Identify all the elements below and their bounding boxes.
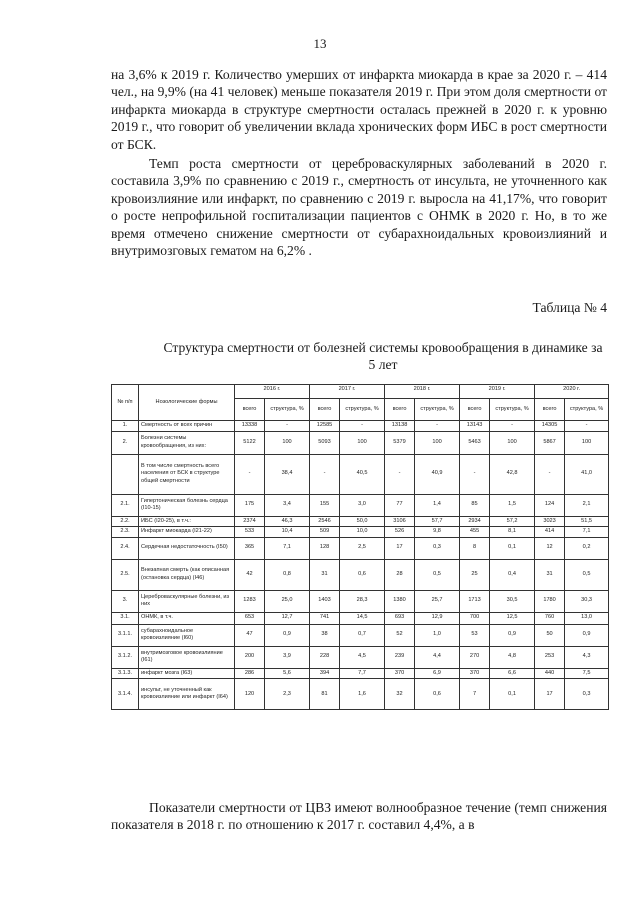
subheader-structure: структура, % xyxy=(265,399,310,421)
cell-total: 12 xyxy=(535,537,565,559)
table-row xyxy=(112,668,609,679)
cell-total: - xyxy=(310,454,340,494)
row-nosology: инфаркт мозга (I63) xyxy=(139,668,235,679)
row-nosology: В том числе смертность всего населения от БСК в структуре общей смертности xyxy=(139,454,235,494)
cell-total: 17 xyxy=(535,679,565,710)
row-number: 3. xyxy=(112,590,139,612)
cell-total: 5093 xyxy=(310,431,340,454)
row-nosology: Цереброваскулярные болезни, из них xyxy=(139,590,235,612)
cell-structure: 0,8 xyxy=(265,559,310,590)
row-number: 2.5. xyxy=(112,559,139,590)
cell-structure: 57,2 xyxy=(490,516,535,527)
cell-structure: 7,1 xyxy=(265,537,310,559)
cell-structure: 12,5 xyxy=(490,612,535,624)
cell-total: 175 xyxy=(235,494,265,516)
row-number: 3.1.1. xyxy=(112,624,139,646)
table-row xyxy=(112,454,609,494)
header-year: 2018 г. xyxy=(385,385,460,399)
subheader-total: всего xyxy=(460,399,490,421)
cell-structure: 0,2 xyxy=(565,537,609,559)
cell-total: - xyxy=(460,454,490,494)
cell-total: 760 xyxy=(535,612,565,624)
cell-structure: 100 xyxy=(265,431,310,454)
cell-total: 741 xyxy=(310,612,340,624)
row-number: 2.3. xyxy=(112,527,139,538)
table-row xyxy=(112,679,609,710)
table-row xyxy=(112,624,609,646)
cell-structure: 12,7 xyxy=(265,612,310,624)
cell-structure: 0,5 xyxy=(415,559,460,590)
cell-structure: - xyxy=(265,421,310,432)
cell-total: 228 xyxy=(310,646,340,668)
cell-total: 200 xyxy=(235,646,265,668)
cell-structure: 0,9 xyxy=(265,624,310,646)
cell-total: 155 xyxy=(310,494,340,516)
cell-structure: 41,0 xyxy=(565,454,609,494)
cell-total: 370 xyxy=(460,668,490,679)
cell-structure: 0,7 xyxy=(340,624,385,646)
cell-total: 50 xyxy=(535,624,565,646)
cell-total: 3106 xyxy=(385,516,415,527)
cell-structure: 25,0 xyxy=(265,590,310,612)
table-row xyxy=(112,612,609,624)
table-row xyxy=(112,494,609,516)
cell-structure: 0,4 xyxy=(490,559,535,590)
cell-total: 31 xyxy=(310,559,340,590)
row-number: 2.1. xyxy=(112,494,139,516)
cell-total: 5379 xyxy=(385,431,415,454)
cell-structure: - xyxy=(565,421,609,432)
cell-structure: 42,8 xyxy=(490,454,535,494)
cell-structure: 7,7 xyxy=(340,668,385,679)
cell-structure: 14,5 xyxy=(340,612,385,624)
cell-total: 533 xyxy=(235,527,265,538)
row-nosology: внутримозговое кровоизлияние (I61) xyxy=(139,646,235,668)
subheader-structure: структура, % xyxy=(340,399,385,421)
header-number: № п/п xyxy=(112,385,139,421)
cell-total: 47 xyxy=(235,624,265,646)
cell-total: 128 xyxy=(310,537,340,559)
cell-total: 31 xyxy=(535,559,565,590)
cell-total: 239 xyxy=(385,646,415,668)
cell-total: 53 xyxy=(460,624,490,646)
paragraph-1: на 3,6% к 2019 г. Количество умерших от инфаркта миокарда в крае за 2020 г. – 414 чел., на 9,9% (на 41 человек) меньше показателя 2019 г. При этом доля смертности от инфаркта миокарда в структуре смертности осталась прежней в 2020 г. к уровню 2019 г., что говорит об увеличении вклада хронических форм ИБС в рост смертности от БСК. xyxy=(111,67,607,152)
cell-total: - xyxy=(385,454,415,494)
cell-total: 13138 xyxy=(385,421,415,432)
cell-total: 1380 xyxy=(385,590,415,612)
cell-structure: 51,5 xyxy=(565,516,609,527)
subheader-structure: структура, % xyxy=(565,399,609,421)
row-number: 2.4. xyxy=(112,537,139,559)
subheader-structure: структура, % xyxy=(415,399,460,421)
cell-structure: 30,5 xyxy=(490,590,535,612)
cell-total: 5463 xyxy=(460,431,490,454)
cell-structure: 0,3 xyxy=(415,537,460,559)
table-title: Структура смертности от болезней системы кровообращения в динамике за 5 лет xyxy=(163,340,603,372)
row-number: 3.1.3. xyxy=(112,668,139,679)
row-nosology: инсульт, не уточненный как кровоизлияние или инфаркт (I64) xyxy=(139,679,235,710)
row-number: 3.1. xyxy=(112,612,139,624)
row-nosology: Внезапная смерть (как описанная (остановка сердца) (I46) xyxy=(139,559,235,590)
cell-structure: 0,3 xyxy=(565,679,609,710)
row-nosology: Гипертоническая болезнь сердца (I10-15) xyxy=(139,494,235,516)
cell-total: 526 xyxy=(385,527,415,538)
table-row xyxy=(112,421,609,432)
cell-total: 120 xyxy=(235,679,265,710)
cell-total: 5122 xyxy=(235,431,265,454)
cell-structure: 3,4 xyxy=(265,494,310,516)
header-year: 2019 г. xyxy=(460,385,535,399)
cell-total: 124 xyxy=(535,494,565,516)
cell-structure: 10,4 xyxy=(265,527,310,538)
cell-structure: 2,3 xyxy=(265,679,310,710)
cell-total: 653 xyxy=(235,612,265,624)
subheader-total: всего xyxy=(535,399,565,421)
cell-total: 2374 xyxy=(235,516,265,527)
header-year: 2020 г. xyxy=(535,385,609,399)
cell-structure: 0,6 xyxy=(415,679,460,710)
cell-total: 394 xyxy=(310,668,340,679)
cell-structure: 6,6 xyxy=(490,668,535,679)
cell-structure: 0,5 xyxy=(565,559,609,590)
subheader-total: всего xyxy=(235,399,265,421)
row-nosology: Болезни системы кровообращения, из них: xyxy=(139,431,235,454)
row-nosology: Инфаркт миокарда (I21-22) xyxy=(139,527,235,538)
header-year: 2017 г. xyxy=(310,385,385,399)
table-row xyxy=(112,527,609,538)
cell-structure: 7,5 xyxy=(565,668,609,679)
cell-structure: 40,5 xyxy=(340,454,385,494)
cell-total: 7 xyxy=(460,679,490,710)
cell-structure: 6,9 xyxy=(415,668,460,679)
cell-total: 38 xyxy=(310,624,340,646)
cell-structure: - xyxy=(415,421,460,432)
cell-structure: 3,9 xyxy=(265,646,310,668)
page-number: 13 xyxy=(313,36,327,51)
cell-total: 270 xyxy=(460,646,490,668)
cell-structure: 12,9 xyxy=(415,612,460,624)
table-row xyxy=(112,431,609,454)
cell-total: 286 xyxy=(235,668,265,679)
cell-total: 8 xyxy=(460,537,490,559)
cell-total: 13338 xyxy=(235,421,265,432)
cell-structure: 0,1 xyxy=(490,679,535,710)
row-nosology: субарахноидальное кровоизлияние (I60) xyxy=(139,624,235,646)
cell-structure: - xyxy=(490,421,535,432)
cell-total: 17 xyxy=(385,537,415,559)
cell-structure: 4,8 xyxy=(490,646,535,668)
cell-structure: - xyxy=(340,421,385,432)
cell-structure: 4,4 xyxy=(415,646,460,668)
cell-structure: 0,1 xyxy=(490,537,535,559)
cell-structure: 0,6 xyxy=(340,559,385,590)
cell-total: 509 xyxy=(310,527,340,538)
cell-total: 85 xyxy=(460,494,490,516)
cell-total: 81 xyxy=(310,679,340,710)
cell-total: 52 xyxy=(385,624,415,646)
row-nosology: Смертность от всех причин xyxy=(139,421,235,432)
cell-structure: 28,3 xyxy=(340,590,385,612)
cell-structure: 5,6 xyxy=(265,668,310,679)
cell-total: 3023 xyxy=(535,516,565,527)
cell-total: 455 xyxy=(460,527,490,538)
cell-structure: 46,3 xyxy=(265,516,310,527)
row-nosology: ОНМК, в т.ч. xyxy=(139,612,235,624)
table-row xyxy=(112,590,609,612)
cell-structure: 2,5 xyxy=(340,537,385,559)
cell-structure: 25,7 xyxy=(415,590,460,612)
cell-structure: 40,9 xyxy=(415,454,460,494)
cell-structure: 38,4 xyxy=(265,454,310,494)
cell-total: 2546 xyxy=(310,516,340,527)
cell-total: 13143 xyxy=(460,421,490,432)
cell-structure: 1,4 xyxy=(415,494,460,516)
row-nosology: Сердечная недостаточность (I50) xyxy=(139,537,235,559)
cell-total: 700 xyxy=(460,612,490,624)
row-number: 2.2. xyxy=(112,516,139,527)
cell-total: - xyxy=(235,454,265,494)
cell-total: 253 xyxy=(535,646,565,668)
cell-total: 1713 xyxy=(460,590,490,612)
paragraph-2: Темп роста смертности от цереброваскулярных заболеваний в 2020 г. составила 3,9% по сравнению с 2019 г., смертность от инсульта, не уточненного как кровоизлияние или инфаркт, по сравнению с 2019 г. выросла на 41,17%, что говорит о росте непрофильной госпитализации пациентов с ОНМК в 2020 г. Но, в то же время отмечено снижение смертности от субарахноидальных кровоизлияний и внутримозговых гематом на 6,2% . xyxy=(111,156,607,259)
header-nosology: Нозологические формы xyxy=(139,385,235,421)
paragraph-3: Показатели смертности от ЦВЗ имеют волнообразное течение (темп снижения показателя в 2018 г. по отношению к 2017 г. составил 4,4%, а в xyxy=(111,800,607,833)
row-number: 3.1.4. xyxy=(112,679,139,710)
cell-structure: 10,0 xyxy=(340,527,385,538)
cell-structure: 2,1 xyxy=(565,494,609,516)
cell-total: 77 xyxy=(385,494,415,516)
cell-structure: 30,3 xyxy=(565,590,609,612)
cell-structure: 100 xyxy=(565,431,609,454)
cell-structure: 100 xyxy=(415,431,460,454)
row-nosology: ИБС (I20-25), в т.ч.: xyxy=(139,516,235,527)
cell-total: 42 xyxy=(235,559,265,590)
cell-structure: 1,0 xyxy=(415,624,460,646)
cell-total: 28 xyxy=(385,559,415,590)
subheader-structure: структура, % xyxy=(490,399,535,421)
cell-structure: 100 xyxy=(340,431,385,454)
cell-total: - xyxy=(535,454,565,494)
cell-structure: 13,0 xyxy=(565,612,609,624)
cell-total: 25 xyxy=(460,559,490,590)
table-row xyxy=(112,559,609,590)
cell-structure: 1,6 xyxy=(340,679,385,710)
row-number xyxy=(112,454,139,494)
cell-structure: 50,0 xyxy=(340,516,385,527)
cell-total: 440 xyxy=(535,668,565,679)
cell-total: 414 xyxy=(535,527,565,538)
table-label: Таблица № 4 xyxy=(532,300,607,315)
cell-structure: 57,7 xyxy=(415,516,460,527)
cell-total: 5867 xyxy=(535,431,565,454)
cell-total: 370 xyxy=(385,668,415,679)
cell-total: 1780 xyxy=(535,590,565,612)
subheader-total: всего xyxy=(385,399,415,421)
cell-total: 693 xyxy=(385,612,415,624)
cell-total: 12585 xyxy=(310,421,340,432)
mortality-structure-table xyxy=(111,384,609,710)
cell-structure: 100 xyxy=(490,431,535,454)
cell-structure: 7,1 xyxy=(565,527,609,538)
cell-structure: 0,9 xyxy=(490,624,535,646)
cell-total: 1403 xyxy=(310,590,340,612)
cell-structure: 4,3 xyxy=(565,646,609,668)
cell-structure: 4,5 xyxy=(340,646,385,668)
row-number: 1. xyxy=(112,421,139,432)
cell-total: 14305 xyxy=(535,421,565,432)
cell-structure: 1,5 xyxy=(490,494,535,516)
cell-total: 1283 xyxy=(235,590,265,612)
table-row xyxy=(112,516,609,527)
row-number: 3.1.2. xyxy=(112,646,139,668)
cell-structure: 3,0 xyxy=(340,494,385,516)
table-row xyxy=(112,646,609,668)
cell-structure: 0,9 xyxy=(565,624,609,646)
header-year: 2016 г. xyxy=(235,385,310,399)
cell-structure: 9,8 xyxy=(415,527,460,538)
cell-total: 2934 xyxy=(460,516,490,527)
row-number: 2. xyxy=(112,431,139,454)
cell-total: 32 xyxy=(385,679,415,710)
subheader-total: всего xyxy=(310,399,340,421)
cell-structure: 8,1 xyxy=(490,527,535,538)
table-row xyxy=(112,537,609,559)
cell-total: 365 xyxy=(235,537,265,559)
